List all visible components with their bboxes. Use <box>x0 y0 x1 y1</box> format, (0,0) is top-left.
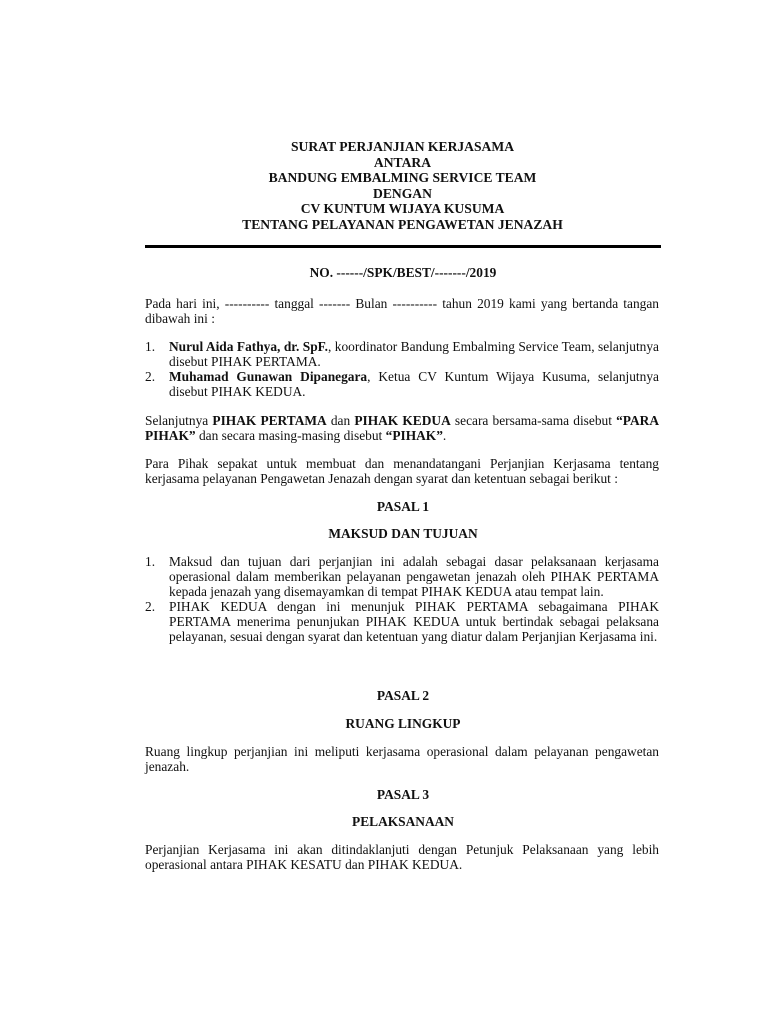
title-line: ANTARA <box>373 154 432 170</box>
definitions-term: “PARA PIHAK” <box>145 413 659 443</box>
parties-list <box>145 339 659 399</box>
list-item <box>145 339 659 369</box>
title-line: SURAT PERJANJIAN KERJASAMA <box>290 139 515 154</box>
party-name: Nurul Aida Fathya, dr. SpF. <box>169 339 328 354</box>
pasal-1-subheading: MAKSUD DAN TUJUAN <box>328 526 478 541</box>
pasal-1-heading: PASAL 1 <box>376 499 430 514</box>
list-number: 1. <box>145 339 156 354</box>
title-line: CV KUNTUM WIJAYA KUSUMA <box>300 201 505 217</box>
party-name: Muhamad Gunawan Dipanegara <box>169 369 368 384</box>
definitions-term: “PIHAK” <box>385 428 443 443</box>
definitions-term: PIHAK PERTAMA <box>212 413 327 428</box>
definitions-text: dan <box>326 413 355 428</box>
list-item <box>145 554 659 599</box>
definitions-text: . <box>442 428 447 443</box>
party-description: , koordinator Bandung Embalming Service Team, selanjutnya disebut PIHAK PERTAMA. <box>169 339 659 369</box>
list-number: 2. <box>145 369 156 384</box>
opening-paragraph: Pada hari ini, ---------- tanggal ------- Bulan ---------- tahun 2019 kami yang bertanda tangan dibawah ini : <box>145 296 659 326</box>
definitions-text: Selanjutnya <box>145 413 213 428</box>
definitions-text: dan secara masing-masing disebut <box>195 428 386 443</box>
party-description: , Ketua CV Kuntum Wijaya Kusuma, selanjutnya disebut PIHAK KEDUA. <box>169 369 659 399</box>
pasal-2-heading: PASAL 2 <box>376 688 430 703</box>
document-number: NO. ------/SPK/BEST/-------/2019 <box>309 265 497 280</box>
pasal-1-list <box>145 554 659 644</box>
list-number: 1. <box>145 554 156 569</box>
pasal-3-text: Perjanjian Kerjasama ini akan ditindaklanjuti dengan Petunjuk Pelaksanaan yang lebih operasional antara PIHAK KESATU dan PIHAK KEDUA. <box>145 842 659 872</box>
definitions-text: secara bersama-sama disebut <box>450 413 617 428</box>
pasal-3-heading: PASAL 3 <box>376 787 430 802</box>
title-line: DENGAN <box>373 185 432 201</box>
pasal-2-subheading: RUANG LINGKUP <box>345 716 461 731</box>
list-item <box>145 599 659 644</box>
pasal-3-subheading: PELAKSANAAN <box>352 814 454 829</box>
title-line: TENTANG PELAYANAN PENGAWETAN JENAZAH <box>242 216 563 232</box>
list-text: Maksud dan tujuan dari perjanjian ini adalah sebagai dasar pelaksanaan kerjasama operasional dalam memberikan pelayanan pengawetan jenazah oleh PIHAK PERTAMA kepada jenazah yang disemayamkan di tempat PIHAK KEDUA atau tempat lain. <box>169 554 659 599</box>
title-divider <box>145 245 661 248</box>
definitions-paragraph <box>145 413 659 443</box>
agreement-intro: Para Pihak sepakat untuk membuat dan menandatangani Perjanjian Kerjasama tentang kerjasama pelayanan Pengawetan Jenazah dengan syarat dan ketentuan sebagai berikut : <box>145 456 659 486</box>
list-number: 2. <box>145 599 156 614</box>
title-line: BANDUNG EMBALMING SERVICE TEAM <box>268 170 537 186</box>
list-text: PIHAK KEDUA dengan ini menunjuk PIHAK PERTAMA sebagaimana PIHAK PERTAMA menerima penunjukan PIHAK KEDUA untuk bertindak sebagai pelaksana pelayanan, sesuai dengan syarat dan ketentuan yang diatur dalam Perjanjian Kerjasama ini. <box>169 599 659 644</box>
list-item <box>145 369 659 399</box>
definitions-term: PIHAK KEDUA <box>354 413 451 428</box>
pasal-2-text: Ruang lingkup perjanjian ini meliputi kerjasama operasional dalam pelayanan pengawetan jenazah. <box>145 744 659 774</box>
document-title <box>145 139 660 233</box>
